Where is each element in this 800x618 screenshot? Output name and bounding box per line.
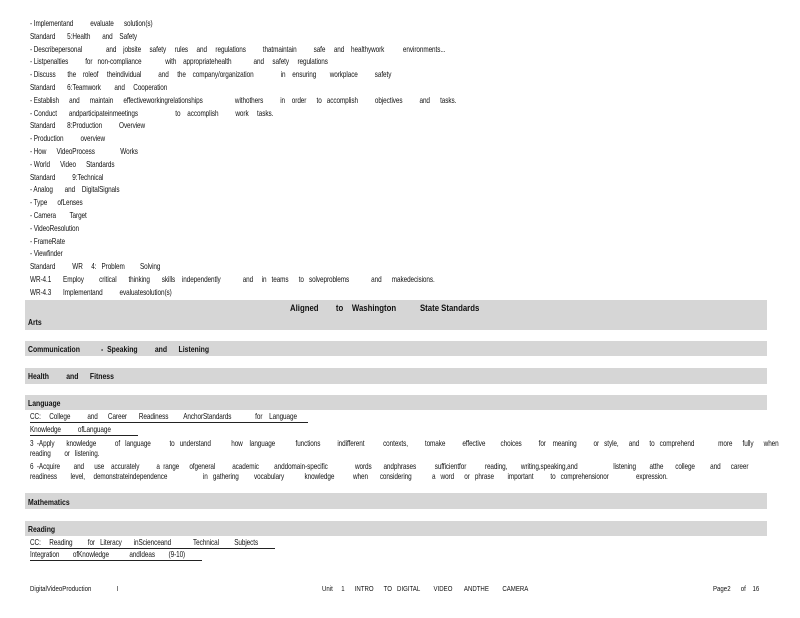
standards-line: - Camera Target	[30, 211, 87, 220]
standards-line: - VideoResolution	[30, 223, 79, 233]
section-mathematics: Mathematics	[28, 497, 70, 507]
standards-line: - Implementand evaluate solution(s)	[30, 19, 153, 28]
standards-line: - World Video Standards	[30, 159, 115, 169]
language-anchor-underline	[30, 422, 308, 423]
standards-line: - FrameRate	[30, 236, 65, 246]
aligned-title: Aligned to Washington State Standards	[290, 303, 480, 314]
standards-line: Standard 8:Production Overview	[30, 121, 146, 131]
reading-integration-underline	[30, 560, 202, 561]
language-knowledge-underline	[30, 435, 138, 436]
language-anchor: CC: College and Career Readiness AnchorStandards for Language	[30, 412, 297, 421]
health-bar	[25, 368, 767, 384]
standards-line: - How VideoProcess Works	[30, 147, 138, 156]
language-item-6-line-1: 6 -Acquire and use accurately a range ofgeneral academic anddomain-specific words andphrases sufficientfor reading, writing,speaking,and listening atthe college and career	[30, 462, 749, 471]
language-bar	[25, 395, 767, 410]
standards-line: - Conduct andparticipateinmeetings to accomplish work tasks.	[30, 108, 274, 118]
reading-anchor-underline	[30, 548, 275, 549]
standards-line: Standard WR 4: Problem Solving	[30, 262, 161, 272]
standards-line: Standard 9:Technical	[30, 172, 104, 182]
standards-line: Standard 6:Teamwork and Cooperation	[30, 83, 168, 92]
standards-line: WR-4.3 Implementand evaluatesolution(s)	[30, 287, 172, 297]
reading-bar	[25, 521, 767, 536]
section-arts: Arts	[28, 317, 42, 327]
language-knowledge: Knowledge ofLanguage	[30, 425, 111, 434]
section-language: Language	[28, 398, 61, 408]
language-item-6-line-2: readiness level, demonstrateindependence in gathering vocabulary knowledge when considering a word or phrase important to comprehensionor expression.	[30, 472, 668, 481]
mathematics-bar	[25, 493, 767, 509]
standards-line: - Type ofLenses	[30, 198, 83, 208]
section-reading: Reading	[28, 524, 56, 534]
footer-center: Unit 1 INTRO TO DIGITAL VIDEO ANDTHE CAMERA	[322, 584, 529, 593]
standards-line: - Describepersonal and jobsite safety rules and regulations thatmaintain safe and healthywork environments...	[30, 44, 446, 54]
section-communication: Communication - Speaking and Listening	[28, 344, 210, 354]
footer-page-number: Page2 of 16	[713, 584, 760, 593]
footer-left: DigitalVideoProduction I	[30, 584, 119, 593]
standards-line: Standard 5:Health and Safety	[30, 31, 138, 41]
language-item-3-line-2: reading or listening.	[30, 449, 100, 458]
standards-line: - Viewfinder	[30, 249, 63, 259]
reading-integration: Integration ofKnowledge andIdeas (9-10)	[30, 550, 186, 559]
standards-line: - Establish and maintain effectiveworkingrelationships withothers in order to accomplish objectives and tasks.	[30, 95, 457, 105]
standards-line: - Discuss the roleof theindividual and the company/organization in ensuring workplace safety	[30, 70, 392, 80]
standards-line: - Production overview	[30, 134, 106, 144]
standards-line: WR-4.1 Employ critical thinking skills independently and in teams to solveproblems and makedecisions.	[30, 275, 435, 284]
standards-line: - Analog and DigitalSignals	[30, 185, 120, 195]
language-item-3-line-1: 3 -Apply knowledge of language to understand how language functions indifferent contexts, tomake effective choices for meaning or style, and to comprehend more fully when	[30, 439, 779, 448]
reading-anchor: CC: Reading for Literacy inScienceand Technical Subjects	[30, 538, 259, 547]
standards-line: - Listpenalties for non-compliance with appropriatehealth and safety regulations	[30, 57, 328, 67]
section-health: Health and Fitness	[28, 371, 114, 381]
